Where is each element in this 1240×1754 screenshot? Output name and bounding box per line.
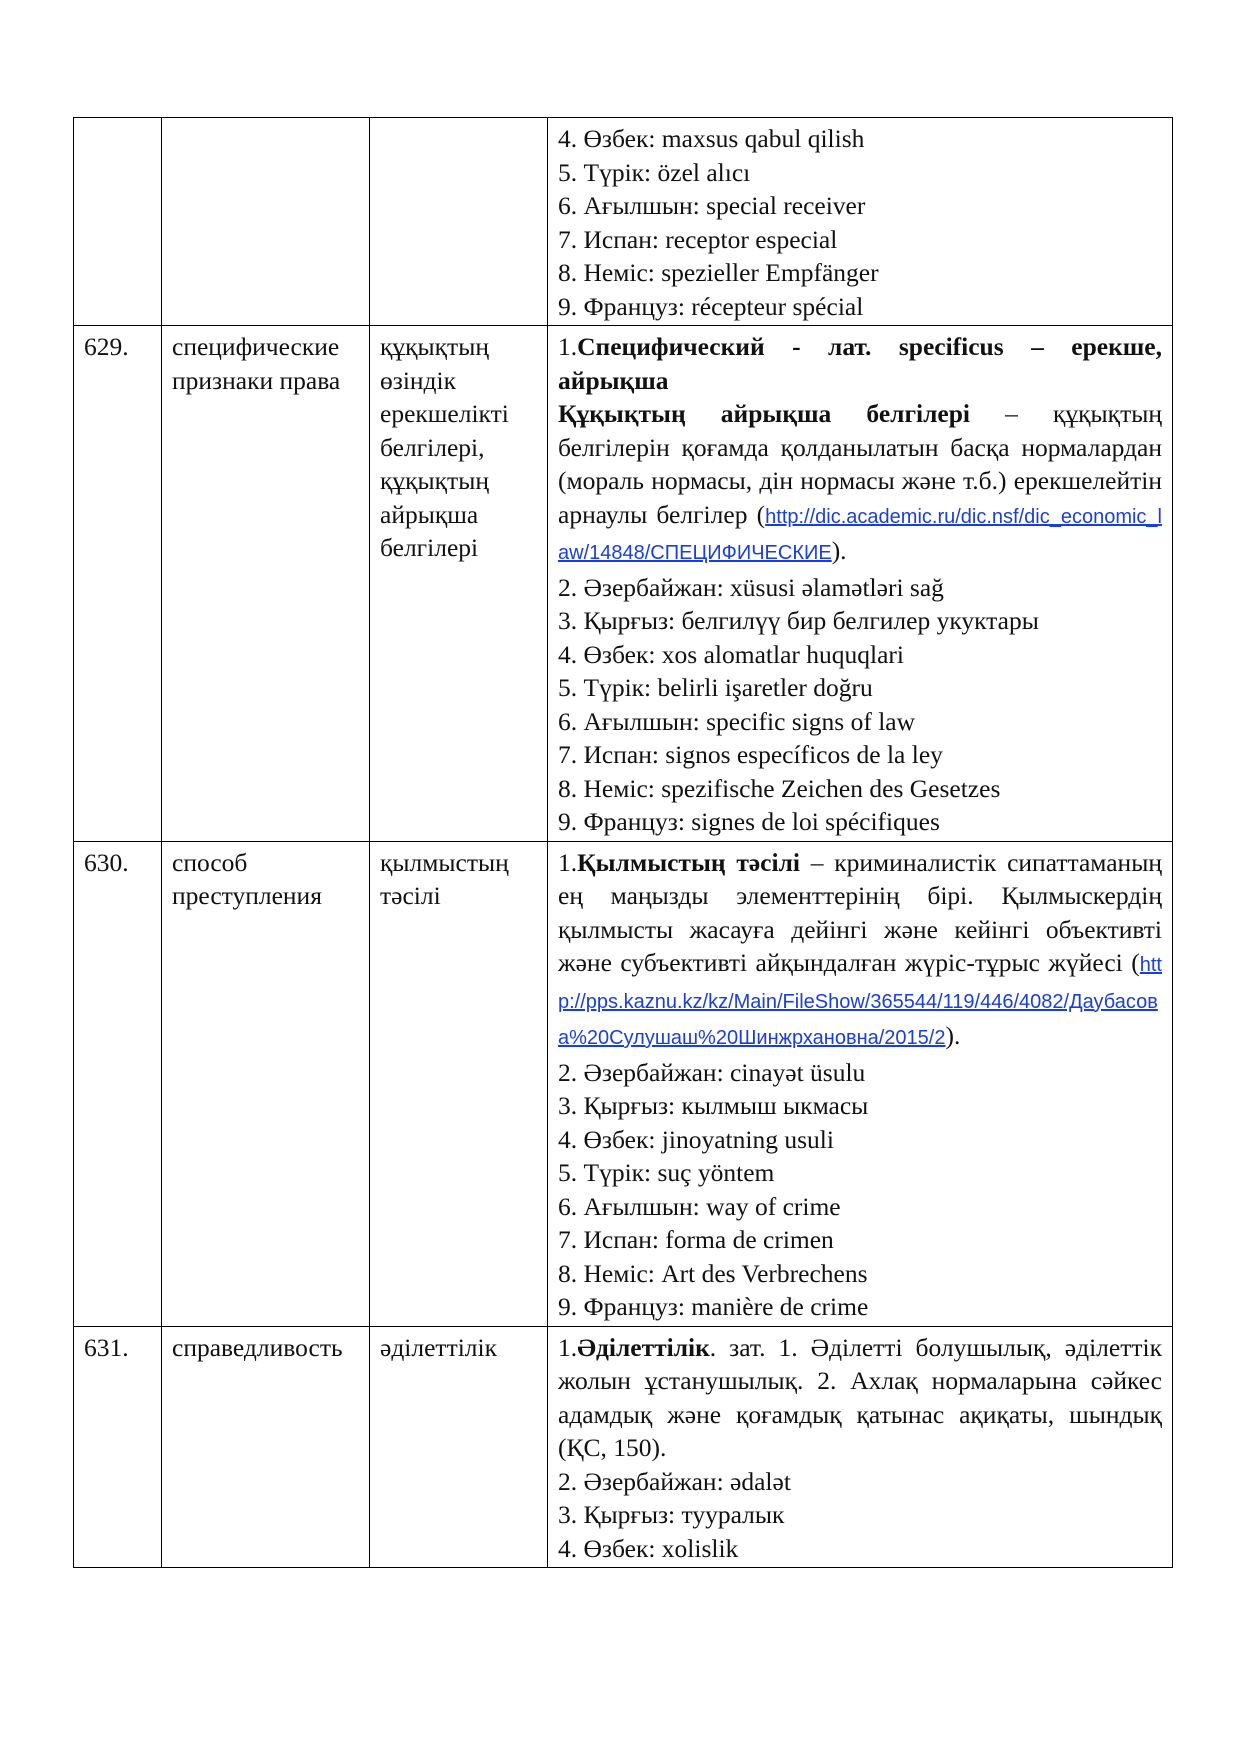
source-link[interactable]: http://dic.academic.ru/dic.nsf/dic_economic_law/14848/СПЕЦИФИЧЕСКИЕ [558,505,1162,564]
translations-list [558,571,1162,839]
translations-list [558,1056,1162,1324]
definition-body: – криминалистік сипаттаманың ең маңызды элементтерінің бірі. Қылмыскердің қылмысты жасауға дейінгі және кейінгі объективті және субъективті айқындалған жүріс-тұрыс жүйесі [558,847,1162,977]
translation-line: 4. Өзбек: xos alomatlar huquqlari [558,639,904,669]
entry-number: 631. [74,1326,162,1568]
translation-line: 2. Әзербайжан: cinayət üsulu [558,1057,866,1087]
etymology-heading: Специфический - лат. specificus – ерекше, айрықша [558,332,1162,395]
definition-cell [548,326,1173,842]
translation-line: 4. Өзбек: xolislik [558,1533,739,1563]
kazakh-term: құқықтың өзіндік ерекшелікті белгілері, құқықтың айрықша белгілері [370,326,548,842]
translation-line: 4. Өзбек: jinoyatning usuli [558,1124,834,1154]
translation-line: 3. Қырғыз: кылмыш ыкмасы [558,1091,869,1120]
translation-line: 9. Француз: récepteur spécial [558,291,864,321]
table-row [74,841,1173,1326]
kazakh-term [370,118,548,326]
russian-term: специфические признаки права [162,326,370,842]
table-row [74,118,1173,326]
definition-text [558,1331,1162,1465]
definition-cell [548,118,1173,326]
definition-lead: 1. [558,332,578,361]
kazakh-term: әділеттілік [370,1326,548,1568]
translations-list [558,122,1162,323]
defined-term: Әділеттілік [577,1332,710,1362]
source-close: ). [945,1021,961,1050]
translation-line: 7. Испан: forma de crimen [558,1225,834,1254]
translation-line: 9. Француз: manière de crime [558,1292,869,1321]
definition-text: 1.Специфический - лат. specificus – ерекше, айрықша Құқықтың айрықша белгілері – құқықтың белгілерін қоғамда қолданылатын басқа нормалардан (мораль нормасы, дін нормасы және т.б.) ерекшелейтін арнаулы белгілер (http://dic.academic.ru/dic.nsf/dic_economic_law/14848/СПЕЦИФИЧЕСКИЕ). [558,332,1162,565]
table-row [74,1326,1173,1568]
russian-term: способ преступления [162,841,370,1326]
entry-number: 630. [74,841,162,1326]
translation-line: 8. Неміс: spezifische Zeichen des Gesetzes [558,773,1001,803]
translation-line: 7. Испан: signos específicos de la ley [558,740,943,769]
table-row [74,326,1173,842]
translations-list [558,1465,1162,1566]
translation-line: 3. Қырғыз: тууралык [558,1500,785,1529]
definition-body: – құқықтың белгілерін қоғамда қолданылатын басқа нормалардан (мораль нормасы, дін нормасы және т.б.) ерекшелейтін арнаулы белгілер [558,399,1162,529]
russian-term [162,118,370,326]
source-link[interactable]: http://pps.kaznu.kz/kz/Main/FileShow/365544/119/446/4082/Даубасова%20Сулушаш%20Шинжрхановна/2015/2 [558,954,1162,1049]
definition-cell [548,1326,1173,1568]
definition-body: . зат. 1. Әділетті болушылық, әділеттік жолын ұстанушылық. 2. Ахлақ нормаларына сәйкес адамдық және қоғамдық қатынас ақиқаты, шындық (ҚС, 150). [558,1332,1162,1462]
defined-term: Құқықтың айрықша белгілері [558,399,971,428]
translation-line: 5. Түрік: özel alıcı [558,157,751,187]
translation-line: 5. Түрік: belirli işaretler doğru [558,673,873,702]
entry-number: 629. [74,326,162,842]
entry-number [74,118,162,326]
kazakh-term: қылмыстың тәсілі [370,841,548,1326]
russian-term: справедливость [162,1326,370,1568]
translation-line: 9. Француз: signes de loi spécifiques [558,807,940,836]
translation-line: 3. Қырғыз: белгилүү бир белгилер укуктары [558,606,1039,635]
translation-line: 6. Ағылшын: way of crime [558,1191,841,1221]
translation-line: 7. Испан: receptor especial [558,224,838,254]
source-close: ). [831,536,847,565]
translation-line: 2. Әзербайжан: xüsusi əlamətləri sağ [558,572,944,602]
translation-line: 2. Әзербайжан: ədalət [558,1466,791,1496]
translation-line: 8. Неміс: spezieller Empfänger [558,258,879,287]
definition-lead: 1. [558,847,578,877]
translation-line: 4. Өзбек: maxsus qabul qilish [558,124,865,153]
translation-line: 6. Ағылшын: specific signs of law [558,706,916,736]
translation-line: 5. Түрік: suç yöntem [558,1158,775,1187]
translation-line: 6. Ағылшын: special receiver [558,191,866,220]
definition-cell [548,841,1173,1326]
glossary-table [73,117,1173,1568]
definition-lead: 1. [558,1332,578,1362]
translation-line: 8. Неміс: Art des Verbrechens [558,1258,868,1288]
definition-text: 1.Қылмыстың тәсілі – криминалистік сипаттаманың ең маңызды элементтерінің бірі. Қылмыскердің қылмысты жасауға дейінгі және кейінгі объективті және субъективті айқындалған жүріс-тұрыс жүйесі (http://pps.kaznu.kz/kz/Main/FileShow/365544/119/446/4082/Даубасова%20Сулушаш%20Шинжрхановна/2015/2). [558,847,1162,1050]
defined-term: Қылмыстың тәсілі [577,847,800,877]
